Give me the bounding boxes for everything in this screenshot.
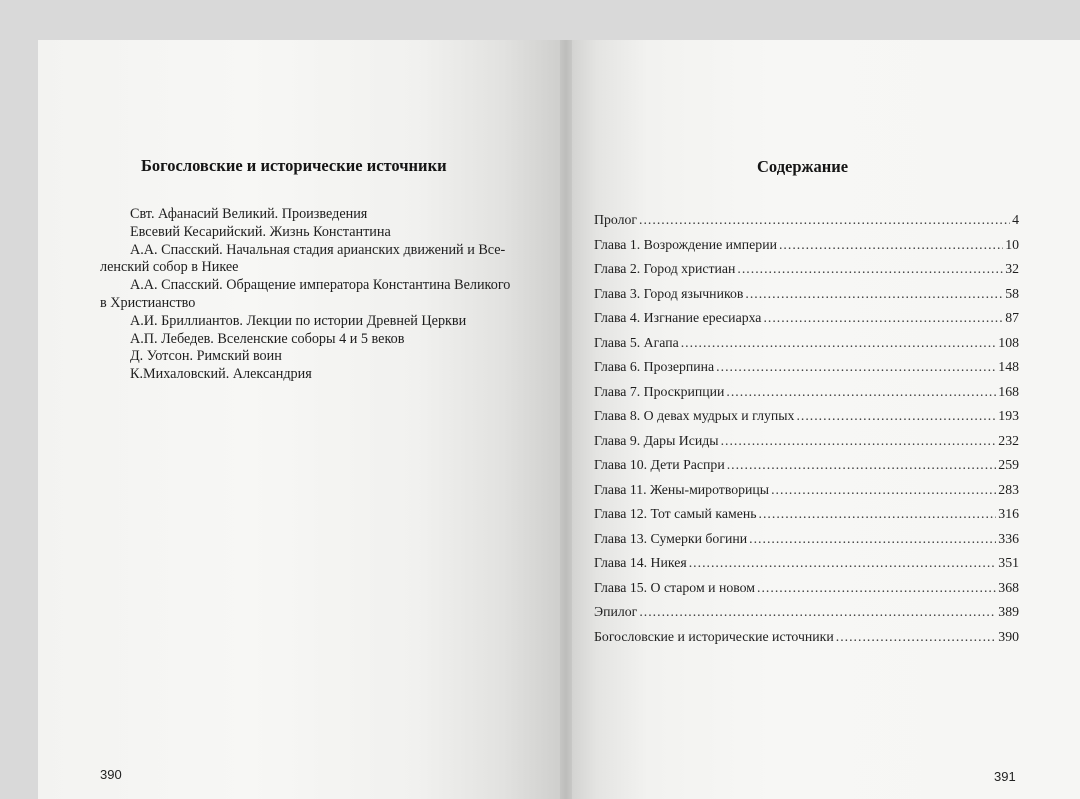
toc-entry-page: 87 [1005,310,1019,325]
toc-entry-title: Глава 9. Дары Исиды [594,432,719,448]
toc-entry-page: 32 [1005,261,1019,276]
toc-entry [594,261,1019,286]
toc-leader-dots [721,433,997,449]
source-line: Свт. Афанасий Великий. Произведения [130,206,368,222]
toc-entry-page: 108 [998,334,1019,350]
source-line: А.А. Спасский. Обращение императора Константина Великого [130,277,511,294]
toc-entry [594,433,1019,458]
toc-entry-page: 283 [998,481,1019,497]
toc-entry-title: Глава 12. Тот самый камень [594,506,757,521]
toc-entry-page: 389 [998,604,1019,619]
toc-entry-title: Глава 13. Сумерки богини [594,530,748,546]
sources-heading: Богословские и исторические источники [141,156,447,175]
toc-leader-dots [779,237,1003,253]
toc-entry-title: Глава 7. Проскрипции [594,383,725,399]
toc-entry [594,580,1019,605]
toc-entry-title: Богословские и исторические источники [594,628,834,644]
toc-entry-page: 232 [998,432,1019,448]
book-gutter [560,40,572,799]
left-page-number: 390 [100,767,122,782]
toc-entry-title: Глава 10. Дети Распри [594,457,725,472]
toc-entry-title: Эпилог [594,604,638,619]
toc-entry-page: 4 [1012,212,1019,227]
toc-entry [594,212,1019,237]
toc-entry [594,408,1019,433]
toc-leader-dots [749,531,996,547]
toc-entry [594,286,1019,311]
toc-entry-title: Глава 1. Возрождение империи [594,236,777,252]
toc-entry-title: Пролог [594,212,638,227]
toc-entry-page: 259 [998,457,1019,472]
toc-entry-page: 58 [1005,285,1019,301]
toc-entry [594,555,1019,580]
right-page-number: 391 [994,769,1016,784]
toc-entry-title: Глава 15. О старом и новом [594,579,756,595]
source-line: в Христианство [100,294,196,311]
toc-entry-title: Глава 3. Город язычников [594,285,744,301]
source-line: А.А. Спасский. Начальная стадия арианских движений и Все- [130,241,506,258]
toc-entry [594,335,1019,360]
toc-entry-title: Глава 11. Жены-миротворицы [594,481,770,497]
toc-entry-page: 351 [998,555,1019,570]
source-line: ленский собор в Никее [100,259,239,276]
toc-entry-page: 336 [998,530,1019,546]
contents-heading: Содержание [757,157,849,176]
toc-entry [594,384,1019,409]
left-page [38,40,566,799]
table-of-contents [594,212,1019,653]
toc-entry [594,506,1019,531]
toc-leader-dots [716,359,996,375]
toc-entry-page: 316 [998,506,1019,521]
toc-entry-title: Глава 8. О девах мудрых и глупых [594,408,795,423]
toc-leader-dots [727,457,997,473]
toc-entry [594,604,1019,629]
toc-entry-page: 193 [998,408,1019,423]
toc-leader-dots [763,310,1003,326]
toc-leader-dots [681,335,997,351]
toc-entry-title: Глава 2. Город христиан [594,261,736,276]
toc-leader-dots [689,555,997,571]
toc-leader-dots [737,261,1003,277]
toc-leader-dots [639,212,1010,228]
toc-entry [594,629,1019,654]
toc-entry-page: 10 [1005,236,1019,252]
toc-leader-dots [759,506,997,522]
toc-entry [594,457,1019,482]
toc-entry-page: 368 [998,579,1019,595]
toc-entry [594,359,1019,384]
toc-entry-page: 390 [998,628,1019,644]
toc-entry-title: Глава 4. Изгнание ересиарха [594,310,762,325]
toc-entry-page: 168 [998,383,1019,399]
toc-entry [594,237,1019,262]
toc-entry-page: 148 [998,359,1019,374]
toc-entry [594,531,1019,556]
toc-leader-dots [771,482,996,498]
toc-entry-title: Глава 5. Агапа [594,334,679,350]
toc-entry-title: Глава 6. Прозерпина [594,359,715,374]
toc-entry [594,310,1019,335]
sources-list [100,206,530,384]
source-line: А.П. Лебедев. Вселенские соборы 4 и 5 веков [130,330,405,347]
toc-leader-dots [836,629,997,645]
source-line: Д. Уотсон. Римский воин [130,348,282,365]
toc-leader-dots [639,604,996,620]
toc-entry-title: Глава 14. Никея [594,555,687,570]
toc-leader-dots [745,286,1003,302]
toc-leader-dots [796,408,996,424]
toc-entry [594,482,1019,507]
toc-leader-dots [726,384,996,400]
source-line: К.Михаловский. Александрия [130,366,312,383]
toc-leader-dots [757,580,996,596]
source-line: Евсевий Кесарийский. Жизнь Константина [130,223,391,240]
source-line: А.И. Бриллиантов. Лекции по истории Древней Церкви [130,312,467,329]
